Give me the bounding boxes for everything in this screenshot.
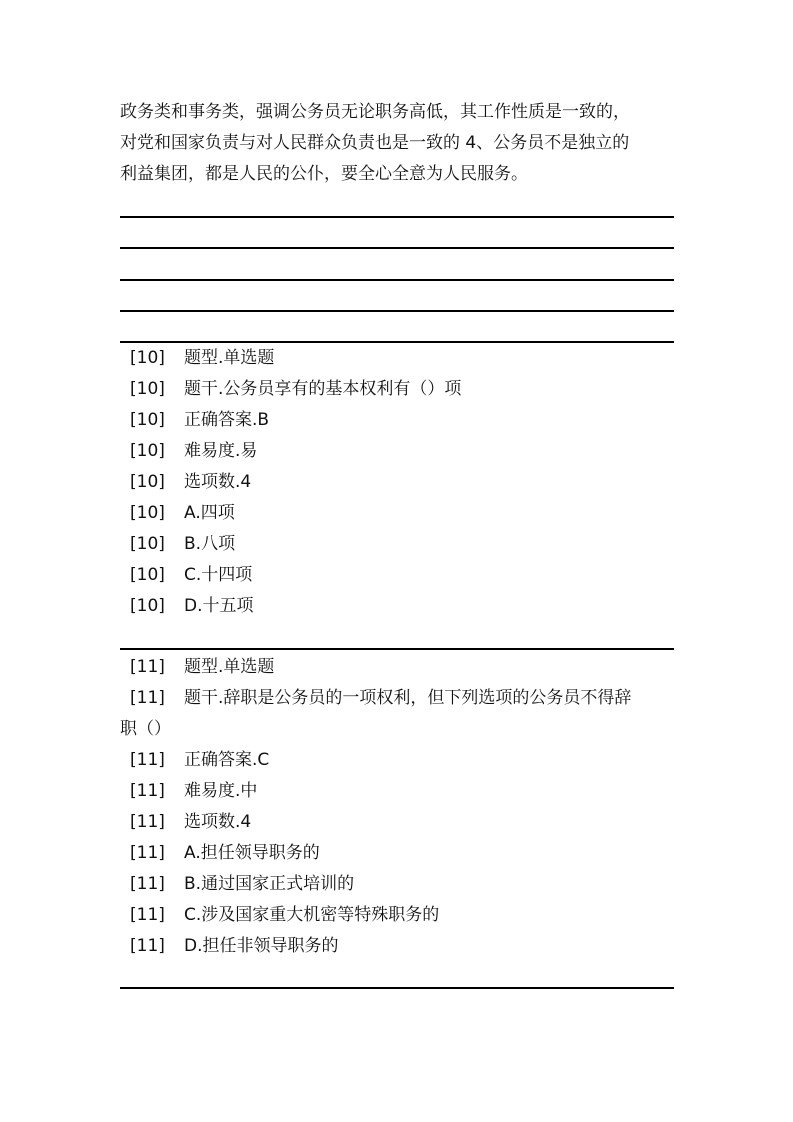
option-row — [120, 931, 680, 962]
question-number: [10] — [130, 565, 165, 585]
question-stem-continuation: 职（） — [120, 719, 171, 739]
question-number: [10] — [130, 472, 165, 492]
question-stem-row — [120, 683, 680, 714]
question-number: [11] — [130, 812, 165, 832]
question-number: [11] — [130, 688, 165, 708]
question-11 — [120, 652, 680, 962]
question-number: [10] — [130, 441, 165, 461]
question-difficulty-row — [120, 776, 680, 807]
question-type: 题型.单选题 — [184, 348, 275, 368]
intro-line: 政务类和事务类，强调公务员无论职务高低，其工作性质是一致的， — [120, 102, 630, 122]
difficulty: 难易度.中 — [184, 781, 258, 801]
question-separator — [120, 648, 674, 650]
table-rule — [120, 216, 674, 218]
question-answer-row — [120, 405, 680, 436]
option-c: C.十四项 — [184, 565, 253, 585]
intro-line: 对党和国家负责与对人民群众负责也是一致的 4、公务员不是独立的 — [120, 133, 630, 153]
question-stem: 题干.辞职是公务员的一项权利，但下列选项的公务员不得辞 — [184, 688, 632, 708]
question-type-row — [120, 652, 680, 683]
option-count: 选项数.4 — [184, 472, 252, 492]
option-d: D.担任非领导职务的 — [184, 936, 339, 956]
question-separator — [120, 987, 674, 989]
option-c: C.涉及国家重大机密等特殊职务的 — [184, 905, 440, 925]
intro-line: 利益集团，都是人民的公仆，要全心全意为人民服务。 — [120, 164, 528, 184]
question-answer-row — [120, 745, 680, 776]
correct-answer: 正确答案.B — [184, 410, 270, 430]
table-rule — [120, 247, 674, 249]
question-10 — [120, 343, 680, 622]
question-number: [11] — [130, 905, 165, 925]
question-type: 题型.单选题 — [184, 657, 275, 677]
question-number: [10] — [130, 348, 165, 368]
question-number: [11] — [130, 781, 165, 801]
question-number: [11] — [130, 843, 165, 863]
question-number: [10] — [130, 410, 165, 430]
option-row — [120, 591, 680, 622]
difficulty: 难易度.易 — [184, 441, 258, 461]
table-rule — [120, 310, 674, 312]
option-d: D.十五项 — [184, 596, 254, 616]
intro-paragraph — [120, 97, 680, 190]
option-row — [120, 900, 680, 931]
question-option-count-row — [120, 467, 680, 498]
option-b: B.八项 — [184, 534, 236, 554]
question-number: [10] — [130, 596, 165, 616]
question-number: [10] — [130, 379, 165, 399]
option-row — [120, 838, 680, 869]
question-stem-row — [120, 374, 680, 405]
option-row — [120, 498, 680, 529]
question-number: [11] — [130, 750, 165, 770]
option-a: A.四项 — [184, 503, 235, 523]
question-difficulty-row — [120, 436, 680, 467]
table-rule — [120, 279, 674, 281]
question-number: [11] — [130, 874, 165, 894]
question-number: [11] — [130, 936, 165, 956]
question-number: [10] — [130, 503, 165, 523]
question-stem: 题干.公务员享有的基本权利有（）项 — [184, 379, 462, 399]
option-b: B.通过国家正式培训的 — [184, 874, 355, 894]
option-count: 选项数.4 — [184, 812, 252, 832]
option-row — [120, 560, 680, 591]
question-option-count-row — [120, 807, 680, 838]
option-row — [120, 869, 680, 900]
correct-answer: 正确答案.C — [184, 750, 270, 770]
question-number: [10] — [130, 534, 165, 554]
option-row — [120, 529, 680, 560]
option-a: A.担任领导职务的 — [184, 843, 320, 863]
question-type-row — [120, 343, 680, 374]
question-number: [11] — [130, 657, 165, 677]
